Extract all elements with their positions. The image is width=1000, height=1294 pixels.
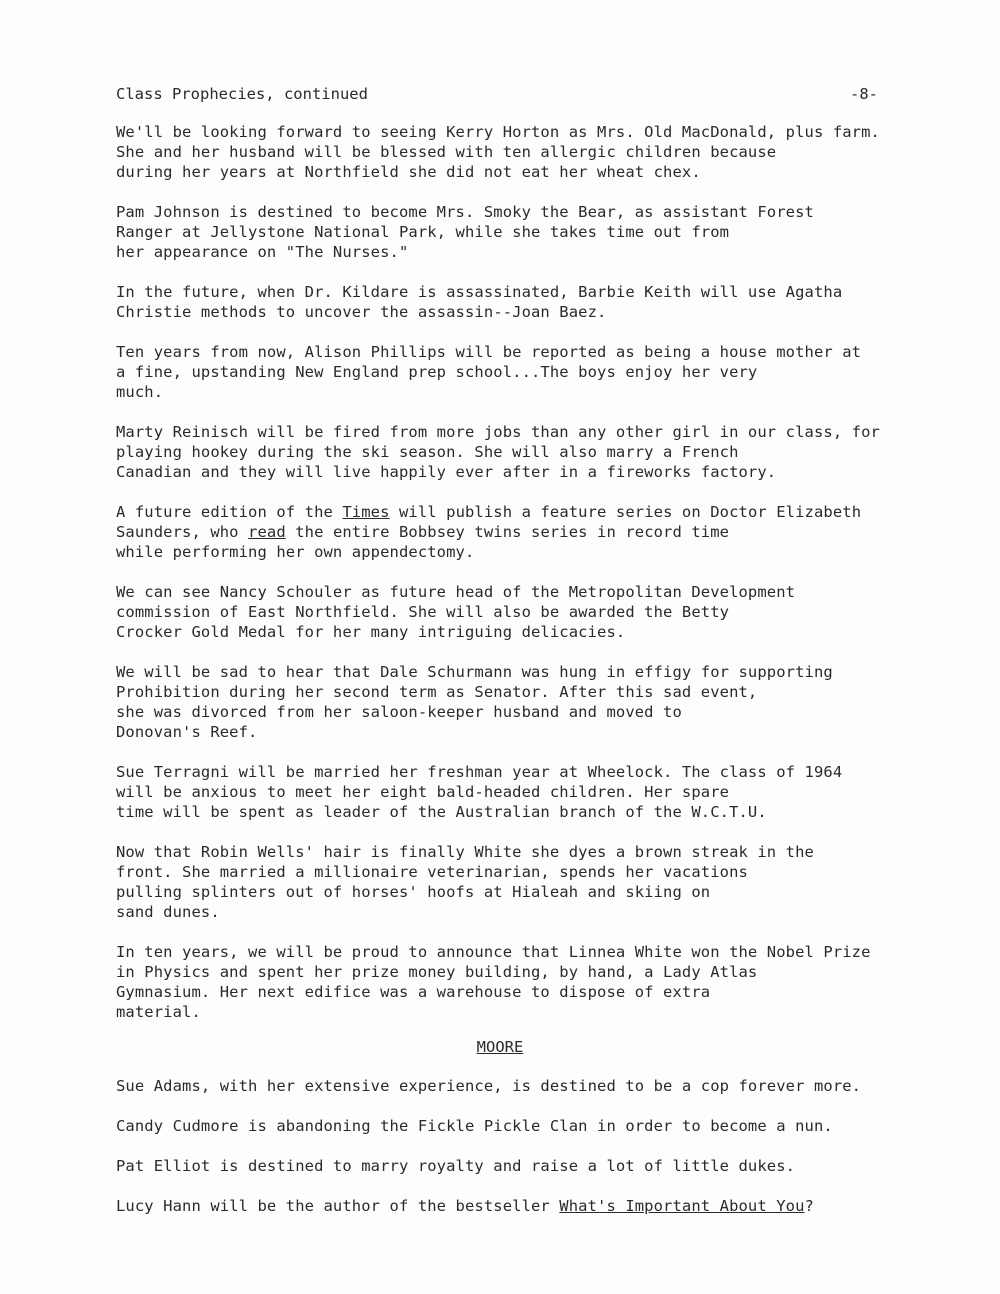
prophecy-entry [116,942,916,1022]
entry-line [116,522,916,542]
prophecy-entry [116,662,916,742]
entry-text: will publish a feature series on Doctor Elizabeth [389,503,862,521]
prophecy-entry [116,502,916,562]
entry-line: a fine, upstanding New England prep school...The boys enjoy her very [116,363,758,381]
prophecy-entry [116,122,916,182]
entry-line: In the future, when Dr. Kildare is assassinated, Barbie Keith will use Agatha [116,283,843,301]
prophecy-entry [116,282,916,322]
moore-prophecy-list [116,1076,916,1236]
underlined-book-title: What's Important About You [559,1197,805,1215]
entry-line: In ten years, we will be proud to announce that Linnea White won the Nobel Prize [116,943,871,961]
entry-line: Crocker Gold Medal for her many intriguing delicacies. [116,623,626,641]
entry-text: Saunders, who [116,523,249,541]
entry-line: sand dunes. [116,903,220,921]
entry-line: in Physics and spent her prize money building, by hand, a Lady Atlas [116,963,758,981]
entry-line: Gymnasium. Her next edifice was a warehouse to dispose of extra [116,983,711,1001]
moore-entry [116,1196,916,1216]
section-heading-moore: MOORE [476,1038,524,1056]
prophecy-entry [116,762,916,822]
entry-line: Sue Terragni will be married her freshman year at Wheelock. The class of 1964 [116,763,843,781]
page-title: Class Prophecies, continued [116,85,368,103]
entry-line: We can see Nancy Schouler as future head of the Metropolitan Development [116,583,796,601]
entry-line: Ranger at Jellystone National Park, while she takes time out from [116,223,730,241]
entry-line: playing hookey during the ski season. She will also marry a French [116,443,739,461]
entry-text: the entire Bobbsey twins series in record time [285,523,730,541]
moore-entry: Sue Adams, with her extensive experience, is destined to be a cop forever more. [116,1077,862,1095]
entry-line: much. [116,383,164,401]
entry-line: Donovan's Reef. [116,723,258,741]
moore-entry: Candy Cudmore is abandoning the Fickle Pickle Clan in order to become a nun. [116,1117,833,1135]
entry-line: Marty Reinisch will be fired from more jobs than any other girl in our class, for [116,423,880,441]
underlined-title-times: Times [342,503,390,521]
prophecy-entry [116,582,916,642]
entry-line: time will be spent as leader of the Australian branch of the W.C.T.U. [116,803,767,821]
prophecy-list [116,122,916,1042]
prophecy-entry [116,202,916,262]
entry-line: front. She married a millionaire veterinarian, spends her vacations [116,863,748,881]
entry-line: Pam Johnson is destined to become Mrs. Smoky the Bear, as assistant Forest [116,203,814,221]
entry-line: she was divorced from her saloon-keeper husband and moved to [116,703,682,721]
page-header [116,83,878,105]
entry-line: material. [116,1003,201,1021]
entry-line: pulling splinters out of horses' hoofs at Hialeah and skiing on [116,883,711,901]
page-number: -8- [850,85,878,103]
prophecy-entry [116,342,916,402]
underlined-word-read: read [248,523,286,541]
entry-line: We'll be looking forward to seeing Kerry Horton as Mrs. Old MacDonald, plus farm. [116,123,880,141]
entry-line: while performing her own appendectomy. [116,543,475,561]
entry-line: We will be sad to hear that Dale Schurmann was hung in effigy for supporting [116,663,833,681]
entry-line: during her years at Northfield she did not eat her wheat chex. [116,163,701,181]
entry-text: ? [804,1197,814,1215]
prophecy-entry [116,842,916,922]
entry-line: Ten years from now, Alison Phillips will be reported as being a house mother at [116,343,862,361]
entry-line: will be anxious to meet her eight bald-headed children. Her spare [116,783,730,801]
entry-line: She and her husband will be blessed with ten allergic children because [116,143,777,161]
section-heading [0,1037,1000,1057]
entry-line: commission of East Northfield. She will also be awarded the Betty [116,603,730,621]
entry-text: A future edition of the [116,503,343,521]
entry-line: Canadian and they will live happily ever after in a fireworks factory. [116,463,777,481]
entry-line: Now that Robin Wells' hair is finally White she dyes a brown streak in the [116,843,814,861]
prophecy-entry [116,422,916,482]
moore-entry: Pat Elliot is destined to marry royalty and raise a lot of little dukes. [116,1157,796,1175]
entry-line: Christie methods to uncover the assassin--Joan Baez. [116,303,607,321]
entry-text: Lucy Hann will be the author of the bestseller [116,1197,560,1215]
entry-line [116,502,916,522]
entry-line: her appearance on "The Nurses." [116,243,409,261]
entry-line: Prohibition during her second term as Senator. After this sad event, [116,683,758,701]
